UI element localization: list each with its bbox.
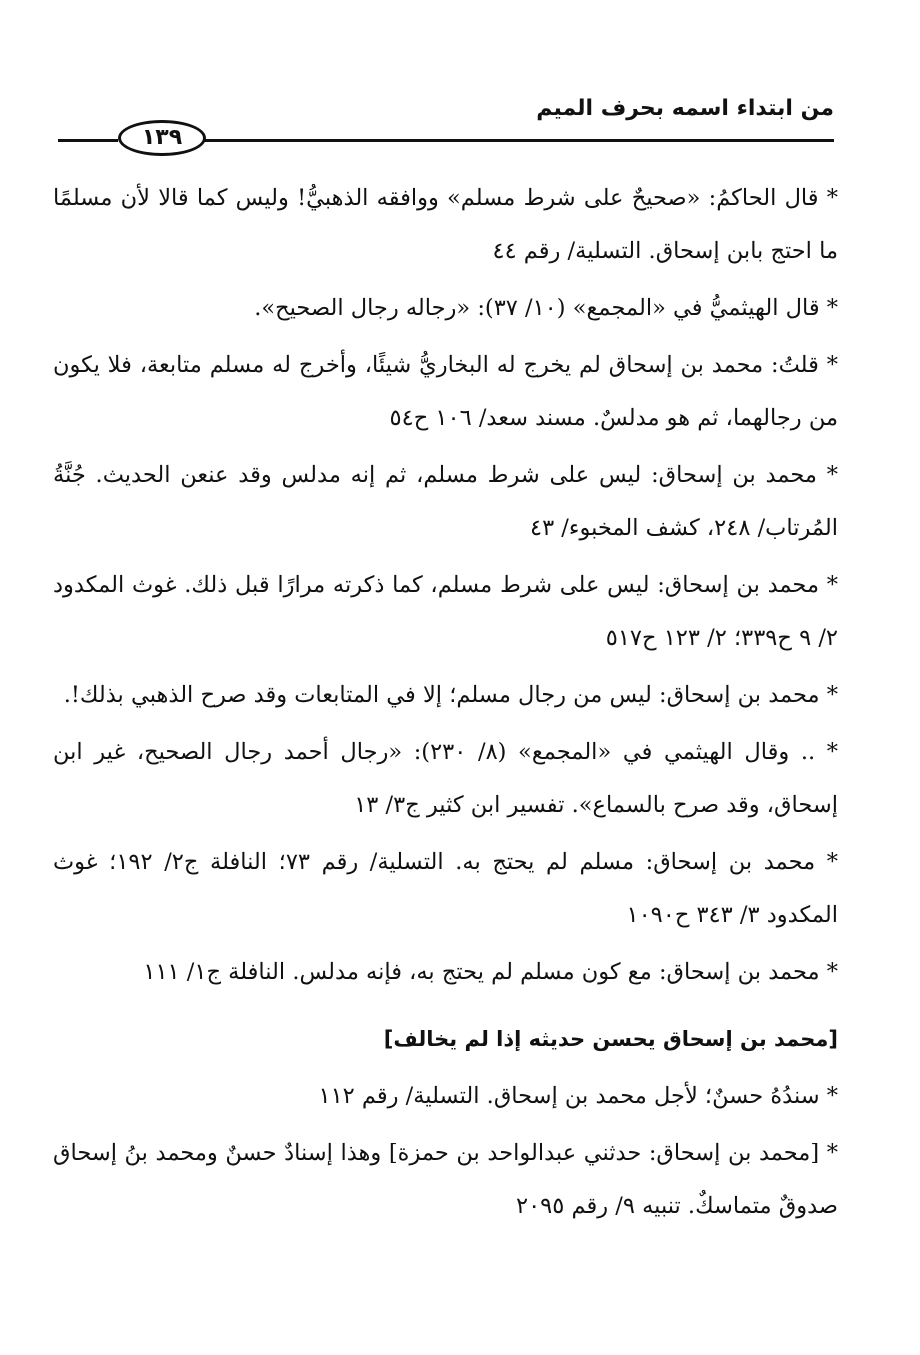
entry-paragraph: * محمد بن إسحاق: مع كون مسلم لم يحتج به، فإنه مدلس. النافلة ج١/ ١١١ <box>143 959 838 985</box>
entry-paragraph: * قال الهيثميُّ في «المجمع» (١٠/ ٣٧): «رجاله رجال الصحيح». <box>254 295 838 321</box>
entry-paragraph: * قال الحاكمُ: «صحيحٌ على شرط مسلم» ووافقه الذهبيُّ! وليس كما قالا لأن مسلمًا ما احتج بابن إسحاق. التسلية/ رقم ٤٤ <box>53 185 838 264</box>
entry-paragraph: * محمد بن إسحاق: مسلم لم يحتج به. التسلية/ رقم ٧٣؛ النافلة ج٢/ ١٩٢؛ غوث المكدود ٣/ ٣٤٣ ح١٠٩٠ <box>53 849 839 928</box>
page-body <box>53 172 838 1237</box>
header-rule-left <box>58 139 118 142</box>
entry-paragraph: * .. وقال الهيثمي في «المجمع» (٨/ ٢٣٠): «رجال أحمد رجال الصحيح، غير ابن إسحاق، وقد صرح بالسماع». تفسير ابن كثير ج٣/ ١٣ <box>53 739 838 818</box>
section-paragraph: * [محمد بن إسحاق: حدثني عبدالواحد بن حمزة] وهذا إسنادٌ حسنٌ ومحمد بنُ إسحاق صدوقٌ متماسكٌ. تنبيه ٩/ رقم ٢٠٩٥ <box>53 1140 838 1219</box>
header-rule <box>205 139 834 142</box>
section-heading: [محمد بن إسحاق يحسن حديثه إذا لم يخالف] <box>383 1027 838 1051</box>
section-paragraph: * سندُهُ حسنٌ؛ لأجل محمد بن إسحاق. التسلية/ رقم ١١٢ <box>318 1083 838 1109</box>
entry-paragraph: * محمد بن إسحاق: ليس على شرط مسلم، ثم إنه مدلس وقد عنعن الحديث. جُنَّةُ المُرتاب/ ٢٤٨، كشف المخبوء/ ٤٣ <box>53 462 838 541</box>
entry-paragraph: * قلتُ: محمد بن إسحاق لم يخرج له البخاريُّ شيئًا، وأخرج له مسلم متابعة، فلا يكون من رجالهما، ثم هو مدلسٌ. مسند سعد/ ١٠٦ ح٥٤ <box>53 352 838 431</box>
page-number-badge: ١٣٩ <box>118 120 206 156</box>
entry-paragraph: * محمد بن إسحاق: ليس من رجال مسلم؛ إلا في المتابعات وقد صرح الذهبي بذلك!. <box>63 682 838 708</box>
entry-paragraph: * محمد بن إسحاق: ليس على شرط مسلم، كما ذكرته مرارًا قبل ذلك. غوث المكدود ٢/ ٩ ح٣٣٩؛ ٢/ ١٢٣ ح٥١٧ <box>53 572 838 651</box>
running-header-title: من ابتداء اسمه بحرف الميم <box>536 96 834 121</box>
